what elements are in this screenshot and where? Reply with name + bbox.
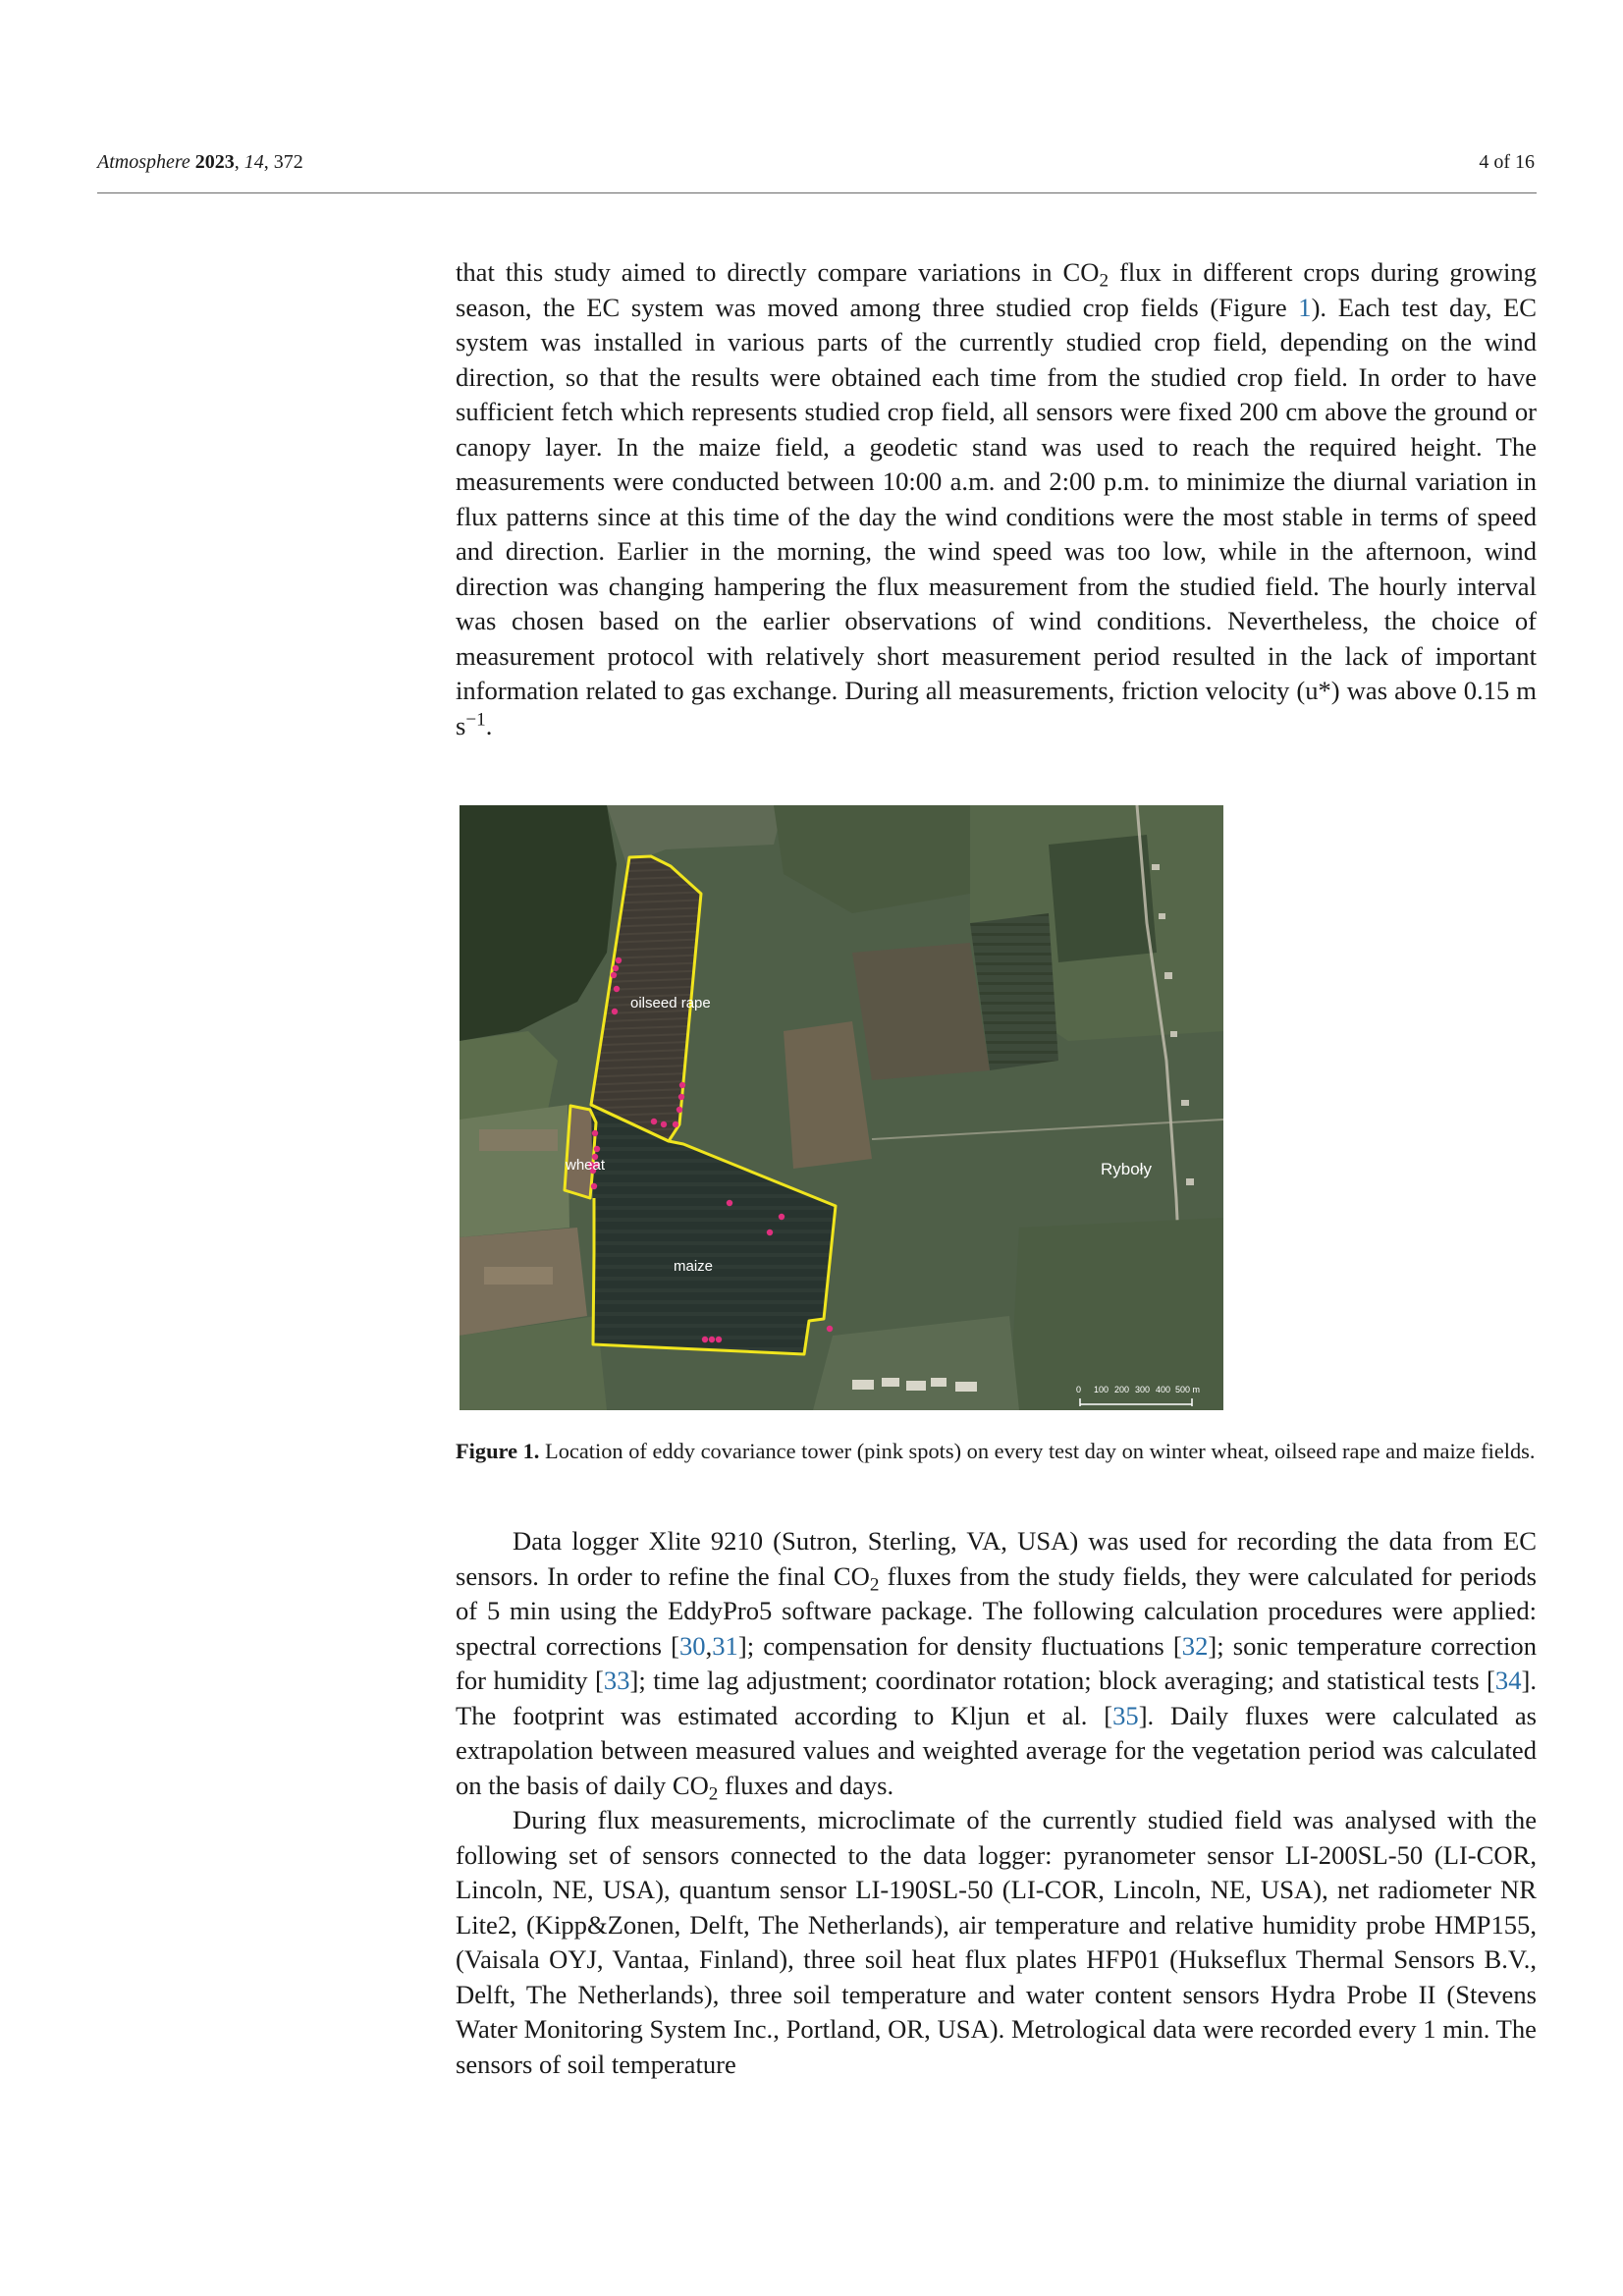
- scale-tick: 100: [1094, 1385, 1109, 1394]
- text-run: ,: [705, 1630, 713, 1661]
- scale-tick: 500 m: [1175, 1385, 1201, 1394]
- figure-caption: [456, 1436, 1537, 1467]
- text-run: Data logger Xlite 9210 (Sutron, Sterling, VA, USA) was used for recording the data from EC sensors. In order to refine the final CO: [456, 1526, 1537, 1591]
- text-run: ]; time lag adjustment; coordinator rotation; block averaging; and statistical tests [: [629, 1666, 1495, 1695]
- figure-link[interactable]: 1: [1298, 292, 1312, 322]
- paragraph: [456, 1524, 1537, 1803]
- journal-name: Atmosphere: [97, 151, 190, 173]
- caption-text: Location of eddy covariance tower (pink spots) on every test day on winter wheat, oilseed rape and maize fields.: [539, 1439, 1536, 1463]
- citation-link[interactable]: 32: [1181, 1630, 1209, 1661]
- subscript: 2: [1099, 270, 1109, 292]
- citation-link[interactable]: 33: [603, 1666, 630, 1695]
- journal-year: 2023: [194, 151, 235, 173]
- citation-link[interactable]: 31: [712, 1630, 738, 1661]
- citation-link[interactable]: 35: [1112, 1700, 1139, 1730]
- scale-tick: 400: [1156, 1385, 1171, 1394]
- text-run: ). Each test day, EC system was installed in various parts of the currently studied crop field, depending on the wind direction, so that the results were obtained each time from the studied crop field. In order to have sufficient fetch which represents studied crop field, all sensors were fixed 200 cm above the ground or canopy layer. In the maize field, a geodetic stand was used to reach the required height. The measurements were conducted between 10:00 a.m. and 2:00 p.m. to minimize the diurnal variation in flux patterns since at this time of the day the wind conditions were the most stable in terms of speed and direction. Earlier in the morning, the wind speed was too low, while in the afternoon, wind direction was changing hampering the flux measurement from the studied field. The hourly interval was chosen based on the earlier observations of wind conditions. Nevertheless, the choice of measurement protocol with relatively short measurement period resulted in the lack of important information related to gas exchange. During all measurements, friction velocity (u*) was above 0.15 m s: [456, 292, 1537, 740]
- body-text-block-2: [456, 1524, 1537, 2082]
- citation-link[interactable]: 34: [1494, 1666, 1522, 1695]
- citation-link[interactable]: 30: [679, 1630, 706, 1661]
- text-run: flux in different crops during growing season, the EC system was moved among three studied crop fields (Figure: [456, 257, 1537, 322]
- label-village: Ryboły: [1101, 1160, 1152, 1178]
- text-run: ]; compensation for density fluctuations [: [737, 1630, 1182, 1661]
- figure-1-map: [460, 805, 1223, 1410]
- subscript: 2: [708, 1782, 719, 1804]
- label-wheat: wheat: [566, 1157, 606, 1174]
- text-run: fluxes and days.: [718, 1770, 894, 1800]
- text-run: .: [485, 710, 493, 740]
- caption-label: Figure 1.: [456, 1439, 540, 1463]
- satellite-map: [460, 805, 1223, 1410]
- label-oilseed-rape: oilseed rape: [630, 995, 711, 1011]
- label-maize: maize: [674, 1258, 714, 1275]
- article-number: 372: [273, 151, 303, 173]
- paragraph: During flux measurements, microclimate of the currently studied field was analysed with the following set of sensors connected to the data logger: pyranometer sensor LI-200SL-50 (LI-COR, Lincoln, NE, USA), quantum sensor LI-190SL-50 (LI-COR, Lincoln, NE, USA), net radiometer NR Lite2, (Kipp&Zonen, Delft, The Netherlands), air temperature and relative humidity probe HMP155, (Vaisala OYJ, Vantaa, Finland), three soil heat flux plates HFP01 (Hukseflux Thermal Sensors B.V., Delft, The Netherlands), three soil temperature and water content sensors Hydra Probe II (Stevens Water Monitoring System Inc., Portland, OR, USA). Metrological data were recorded every 1 min. The sensors of soil temperature: [456, 1805, 1537, 2079]
- header-rule: [97, 192, 1537, 193]
- journal-volume: 14: [243, 151, 264, 173]
- scale-tick: 200: [1114, 1385, 1130, 1394]
- text-run: that this study aimed to directly compare variations in CO: [456, 257, 1100, 287]
- text-run: ]. Daily fluxes were calculated as extrapolation between measured values and weighted average for the vegetation period was calculated on the basis of daily CO: [456, 1700, 1537, 1800]
- scale-tick: 0: [1076, 1385, 1082, 1394]
- paragraph-continued: [456, 255, 1537, 743]
- subscript: 2: [869, 1573, 880, 1595]
- running-header-citation: Atmosphere 2023, 14, 372: [97, 151, 303, 173]
- body-text-block-1: [456, 255, 1537, 743]
- page-number: 4 of 16: [1479, 151, 1535, 173]
- text-run: ]; sonic temperature correction for humidity [: [456, 1630, 1537, 1695]
- superscript: −1: [465, 708, 486, 730]
- text-run: ]. The footprint was estimated according to Kljun et al. [: [456, 1666, 1538, 1730]
- text-run: fluxes from the study fields, they were calculated for periods of 5 min using the EddyPro5 software package. The following calculation procedures were applied: spectral corrections [: [456, 1560, 1538, 1661]
- scale-tick: 300: [1135, 1385, 1151, 1394]
